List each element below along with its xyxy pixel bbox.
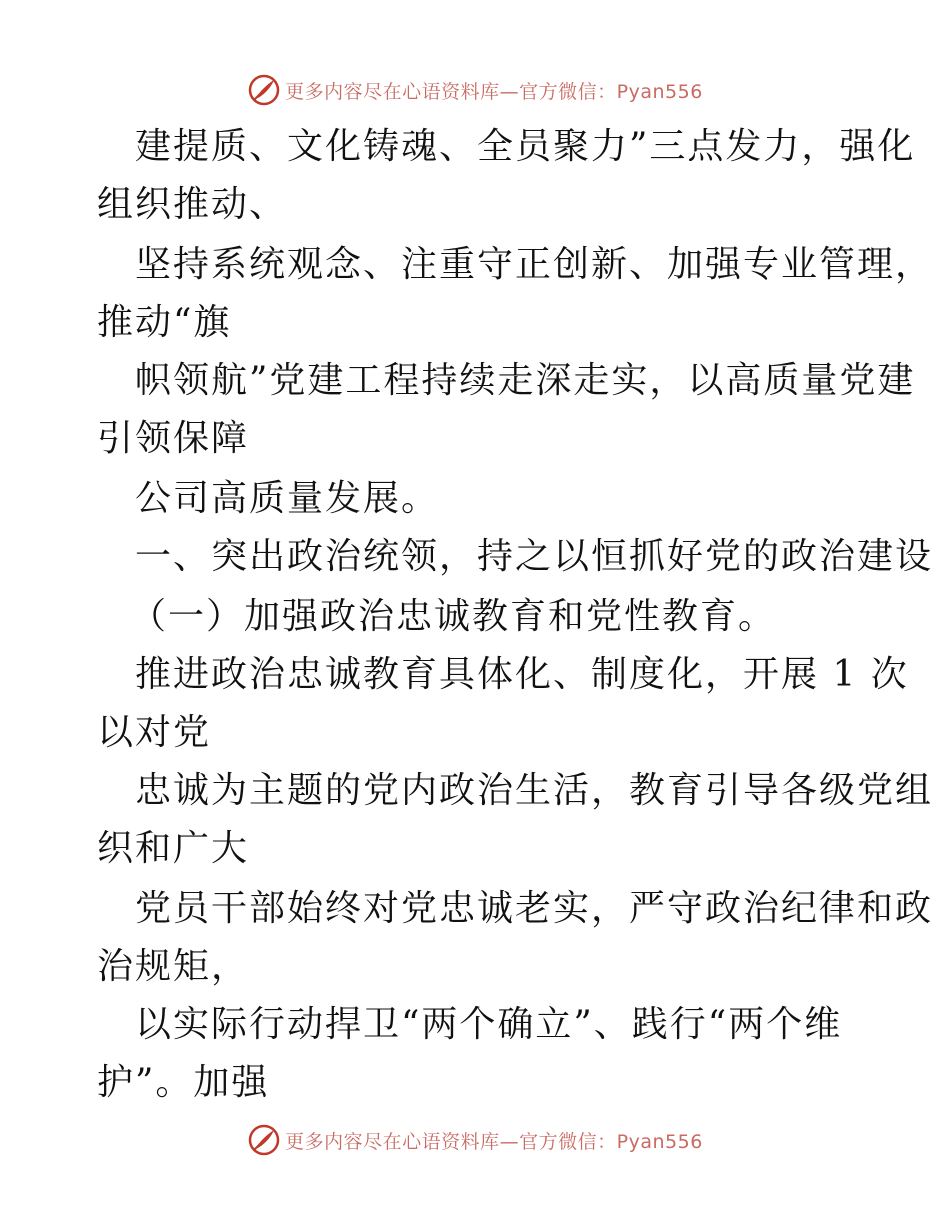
- header-watermark: [0, 70, 950, 110]
- body-line: 织和广大: [97, 828, 250, 869]
- body-line: 组织推动、: [97, 184, 288, 225]
- feather-pen-logo-icon: [247, 73, 281, 107]
- body-line: 帜领航”党建工程持续走深走实，以高质量党建: [135, 360, 916, 401]
- footer-watermark: [0, 1120, 950, 1160]
- subsection-heading: （一）加强政治忠诚教育和党性教育。: [130, 596, 777, 637]
- body-line: 护”。加强: [97, 1062, 270, 1103]
- body-line: 治规矩，: [97, 946, 250, 987]
- watermark-text: 更多内容尽在心语资料库—官方微信：Pyan556: [285, 80, 703, 103]
- body-line: 党员干部始终对党忠诚老实，严守政治纪律和政: [135, 888, 934, 929]
- body-line: 推进政治忠诚教育具体化、制度化，开展 1 次: [135, 654, 909, 695]
- body-line: 忠诚为主题的党内政治生活，教育引导各级党组: [135, 770, 934, 811]
- body-line: 坚持系统观念、注重守正创新、加强专业管理，: [135, 244, 934, 285]
- section-heading: 一、突出政治统领，持之以恒抓好党的政治建设: [135, 536, 934, 577]
- body-line: 推动“旗: [97, 302, 232, 343]
- body-line: 以实际行动捍卫“两个确立”、践行“两个维: [135, 1004, 843, 1045]
- watermark-text: 更多内容尽在心语资料库—官方微信：Pyan556: [285, 1130, 703, 1153]
- body-line: 建提质、文化铸魂、全员聚力”三点发力，强化: [135, 126, 916, 167]
- body-line: 以对党: [97, 712, 212, 753]
- body-line: 引领保障: [97, 418, 250, 459]
- body-line: 公司高质量发展。: [135, 478, 440, 519]
- feather-pen-logo-icon: [247, 1123, 281, 1157]
